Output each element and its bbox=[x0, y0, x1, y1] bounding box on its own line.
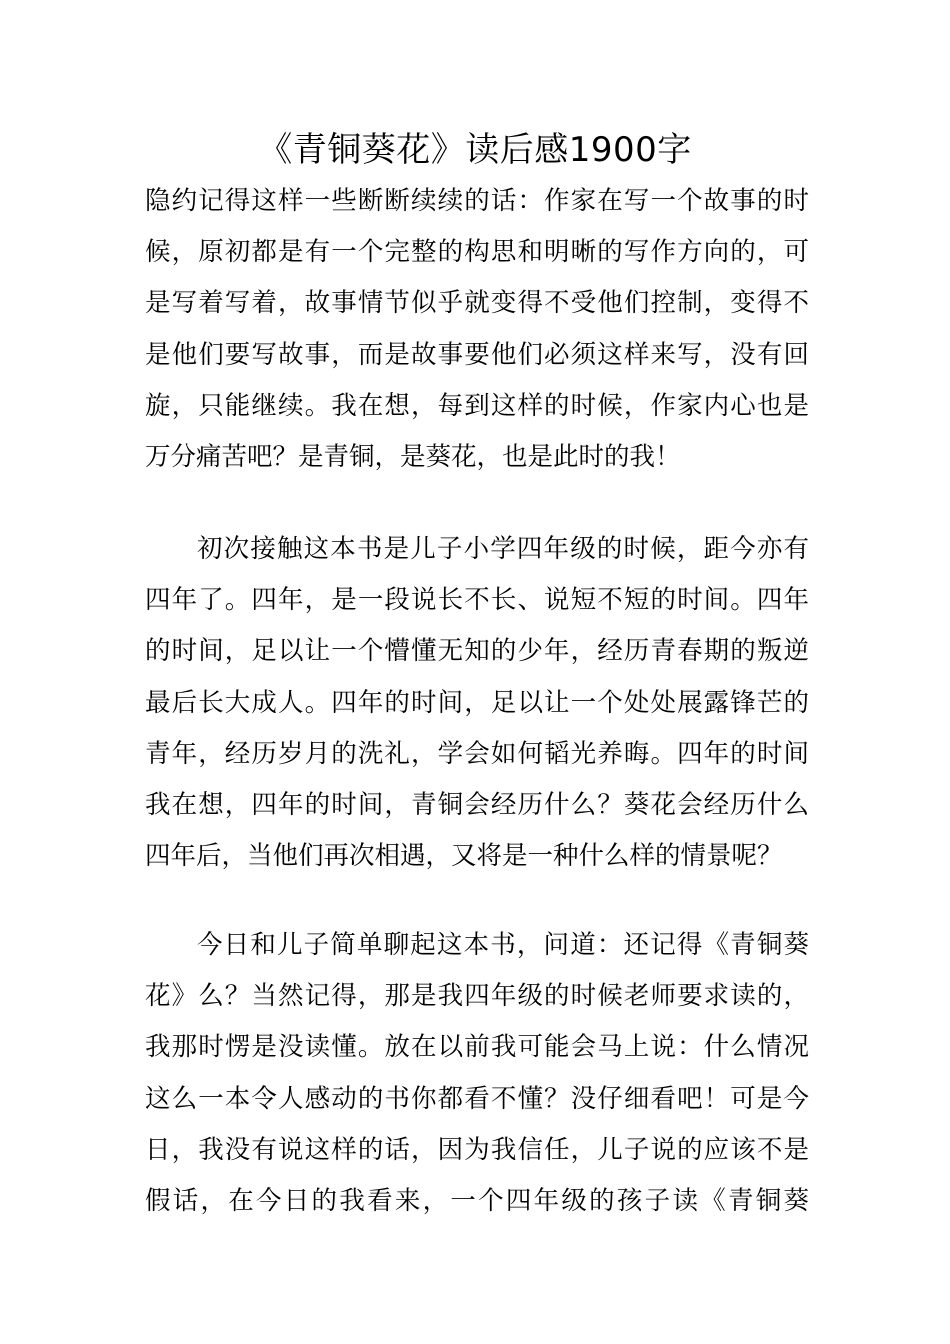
text-line: 最后长大成人。四年的时间，足以让一个处处展露锋芒的 bbox=[145, 687, 809, 718]
text-line: 今日和儿子简单聊起这本书，问道：还记得《青铜葵 bbox=[197, 930, 809, 960]
text-line: 的时间，足以让一个懵懂无知的少年，经历青春期的叛逆 bbox=[145, 636, 809, 667]
text-line: 万分痛苦吧？是青铜，是葵花，也是此时的我！ bbox=[145, 441, 681, 472]
text-line: 初次接触这本书是儿子小学四年级的时候，距今亦有 bbox=[197, 534, 809, 564]
text-line: 是写着写着，故事情节似乎就变得不受他们控制，变得不 bbox=[145, 288, 809, 319]
paragraph-3 bbox=[145, 920, 809, 1227]
paragraph-2 bbox=[145, 524, 809, 882]
text-line: 旋，只能继续。我在想，每到这样的时候，作家内心也是 bbox=[145, 390, 809, 421]
text-line: 候，原初都是有一个完整的构思和明晰的写作方向的，可 bbox=[145, 237, 809, 268]
text-line: 日，我没有说这样的话，因为我信任，儿子说的应该不是 bbox=[145, 1134, 809, 1165]
text-line: 假话，在今日的我看来，一个四年级的孩子读《青铜葵 bbox=[145, 1185, 809, 1216]
text-line: 四年后，当他们再次相遇，又将是一种什么样的情景呢？ bbox=[145, 841, 783, 872]
text-line: 我那时愣是没读懂。放在以前我可能会马上说：什么情况 bbox=[145, 1032, 809, 1063]
text-line: 花》么？当然记得，那是我四年级的时候老师要求读的， bbox=[145, 981, 809, 1012]
text-line: 我在想，四年的时间，青铜会经历什么？葵花会经历什么 bbox=[145, 789, 809, 820]
text-line: 隐约记得这样一些断断续续的话：作家在写一个故事的时 bbox=[145, 186, 809, 216]
text-line: 是他们要写故事，而是故事要他们必须这样来写，没有回 bbox=[145, 339, 809, 370]
text-line: 四年了。四年，是一段说长不长、说短不短的时间。四年 bbox=[145, 585, 809, 616]
paragraph-1 bbox=[145, 176, 809, 483]
text-line: 青年，经历岁月的洗礼，学会如何韬光养晦。四年的时间 bbox=[145, 738, 809, 769]
text-line: 这么一本令人感动的书你都看不懂？没仔细看吧！可是今 bbox=[145, 1083, 809, 1114]
document-title: 《青铜葵花》读后感1900字 bbox=[258, 130, 692, 170]
